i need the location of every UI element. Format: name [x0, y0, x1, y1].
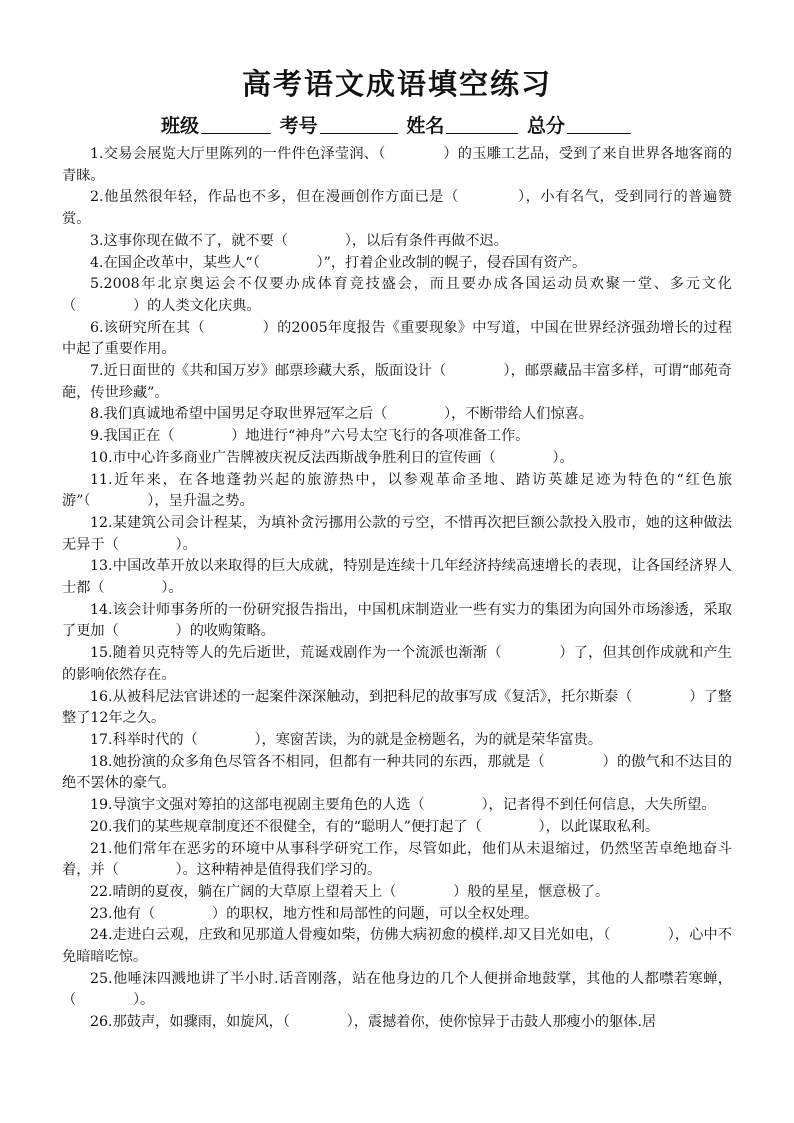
exam-no-blank[interactable] — [320, 113, 398, 134]
question-item: 21.他们常年在恶劣的环境中从事科学研究工作，尽管如此，他们从未退缩过，仍然坚苦卓绝地奋斗着，并（ ）。这种精神是值得我们学习的。 — [62, 840, 732, 879]
question-item: 11.近年来，在各地蓬勃兴起的旅游热中，以参观革命圣地、踏访英雄足迹为特色的“红色旅游”（ ），呈升温之势。 — [62, 471, 732, 510]
question-item: 2.他虽然很年轻，作品也不多，但在漫画创作方面已是（ ），小有名气，受到同行的普遍赞赏。 — [62, 189, 732, 228]
score-blank[interactable] — [567, 113, 631, 134]
question-item: 26.那鼓声，如骤雨，如旋风，（ ），震撼着你，使你惊异于击鼓人那瘦小的躯体.居 — [90, 1014, 657, 1031]
page-title: 高考语文成语填空练习 — [241, 67, 552, 101]
score-label: 总分 — [526, 115, 565, 137]
question-item: 18.她扮演的众多角色尽管各不相同，但都有一种共同的东西，那就是（ ）的傲气和不达目的绝不罢休的豪气。 — [62, 753, 732, 792]
question-item: 5.2008年北京奥运会不仅要办成体育竞技盛会，而且要办成各国运动员欢聚一堂、多元文化（ ）的人类文化庆典。 — [62, 276, 732, 314]
question-item: 9.我国正在（ ）地进行“神舟”六号太空飞行的各项准备工作。 — [90, 428, 530, 445]
question-item: 24.走进白云观，庄致和见那道人骨瘦如柴，仿佛大病初愈的模样.却又目光如电，（ ），心中不免暗暗吃惊。 — [62, 927, 732, 966]
question-item: 8.我们真诚地希望中国男足夺取世界冠军之后（ ），不断带给人们惊喜。 — [90, 406, 594, 423]
question-item: 22.晴朗的夏夜，躺在广阔的大草原上望着天上（ ）般的星星，惬意极了。 — [90, 883, 610, 900]
question-item: 1.交易会展览大厅里陈列的一件件色泽莹润、（ ）的玉雕工艺品，受到了来自世界各地客商的青睐。 — [62, 146, 732, 184]
question-item: 19.导演宇文强对筹拍的这部电视剧主要角色的人选（ ），记者得不到任何信息，大失所望。 — [90, 797, 716, 814]
question-item: 10.市中心许多商业广告牌被庆祝反法西斯战争胜利日的宣传画（ ）。 — [90, 449, 574, 466]
question-item: 4.在国企改革中，某些人“（ ）”，打着企业改制的幌子，侵吞国有资产。 — [90, 254, 587, 271]
question-item: 14.该会计师事务所的一份研究报告指出，中国机床制造业一些有实力的集团为向国外市场渗透，采取了更加（ ）的收购策略。 — [62, 601, 732, 640]
question-item: 7.近日面世的《共和国万岁》邮票珍藏大系，版面设计（ ），邮票藏品丰富多样，可谓“邮苑奇葩，传世珍藏”。 — [62, 363, 732, 401]
question-item: 15.随着贝克特等人的先后逝世，荒诞戏剧作为一个流派也渐渐（ ）了，但其创作成就和产生的影响依然存在。 — [62, 645, 732, 683]
question-item: 20.我们的某些规章制度还不很健全，有的“聪明人”便打起了（ ），以此谋取私利。 — [90, 818, 660, 835]
question-item: 25.他唾沫四溅地讲了半小时.话音刚落，站在他身边的几个人便拼命地鼓掌，其他的人都噤若寒蝉，（ ）。 — [62, 970, 732, 1009]
name-blank[interactable] — [446, 113, 518, 134]
question-item: 23.他有（ ）的职权，地方性和局部性的问题，可以全权处理。 — [90, 905, 539, 922]
question-list — [62, 144, 732, 1034]
question-item: 3.这事你现在做不了，就不要（ ），以后有条件再做不迟。 — [90, 232, 508, 249]
question-item: 16.从被科尼法官讲述的一起案件深深触动，到把科尼的故事写成《复活》，托尔斯泰（ ）了整整了12年之久。 — [62, 688, 732, 727]
question-item: 17.科举时代的（ ），寒窗苦读，为的就是金榜题名，为的就是荣华富贵。 — [90, 731, 603, 748]
class-label: 班级 — [161, 115, 200, 137]
exam-no-label: 考号 — [279, 115, 318, 137]
question-item: 6.该研究所在其（ ）的2005年度报告《重要现象》中写道，中国在世界经济强劲增长的过程中起了重要作用。 — [62, 319, 732, 358]
question-item: 12.某建筑公司会计程某，为填补贪污挪用公款的亏空，不惜再次把巨额公款投入股市，她的这种做法无异于（ ）。 — [62, 514, 732, 553]
student-info-row — [62, 112, 732, 140]
name-label: 姓名 — [406, 115, 445, 137]
question-item: 13.中国改革开放以来取得的巨大成就，特别是连续十几年经济持续高速增长的表现，让各国经济界人士都（ ）。 — [62, 558, 732, 597]
class-blank[interactable] — [201, 113, 271, 134]
